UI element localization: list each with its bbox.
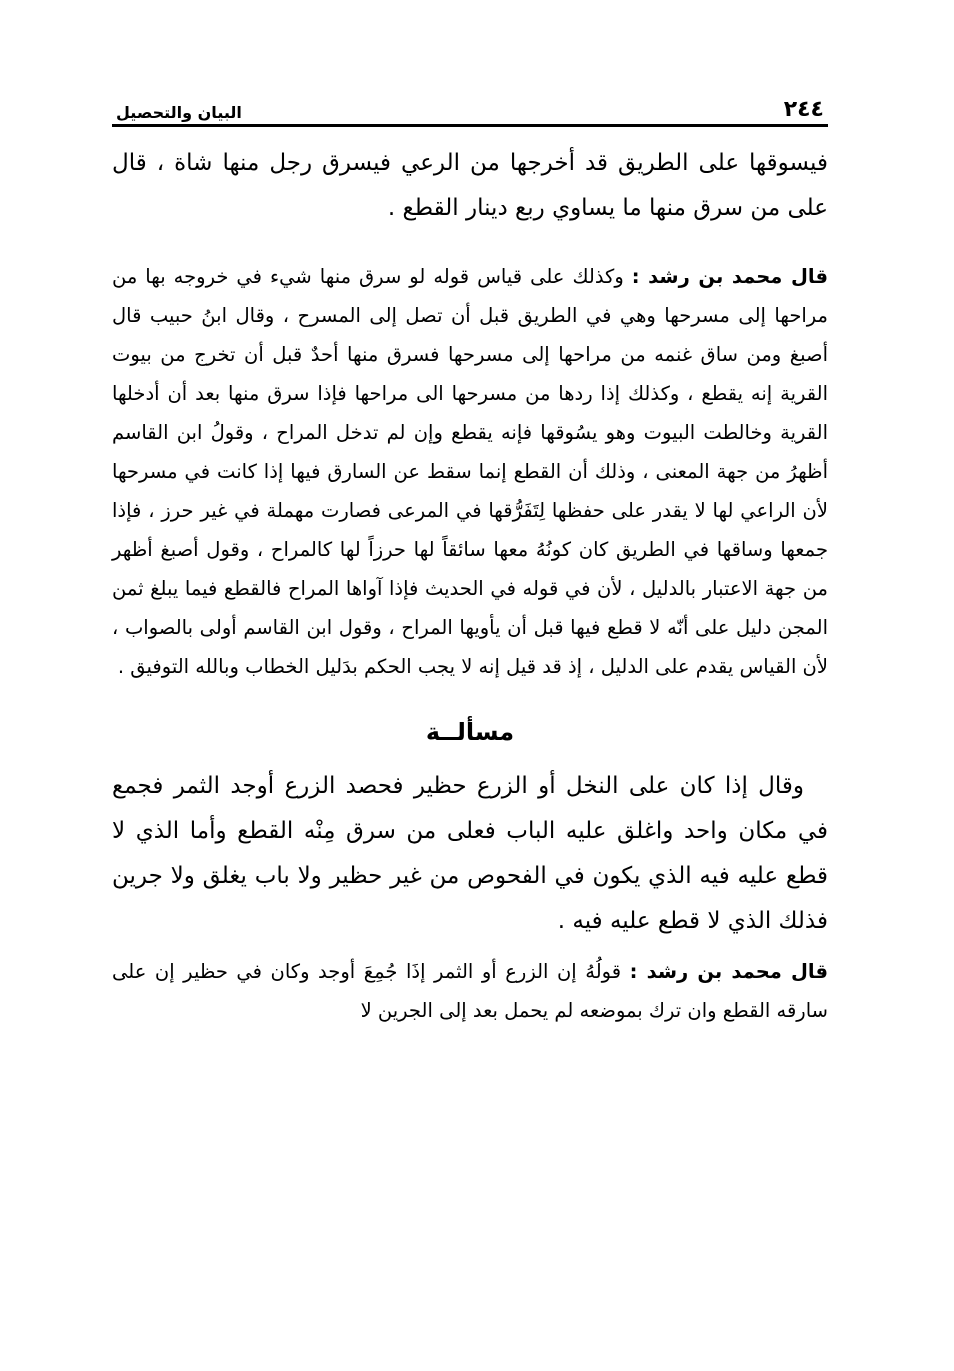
running-header <box>112 82 828 127</box>
paragraph-1: فيسوقها على الطريق قد أخرجها من الرعي فيسرق رجل منها شاة ، قال على من سرق منها ما يساوي ربع دينار القطع . <box>112 150 828 221</box>
section-heading: مسألــة <box>425 718 515 746</box>
page-number: ٢٤٤ <box>783 97 824 122</box>
commentary-lead: قال محمد بن رشد : <box>631 265 828 288</box>
paragraph-3: وقال إذا كان على النخل أو الزرع حظير فحصد الزرع أوجد الثمر فجمع في مكان واحد واغلق عليه الباب فعلى من سرق مِنْه القطع وأما الذي لا قطع عليه فيه الذي يكون في الفحوص من غير حظير ولا باب يغلق ولا جرين فذلك الذي لا قطع عليه فيه . <box>112 773 828 934</box>
commentary-lead-2: قال محمد بن رشد : <box>629 960 828 983</box>
commentary-text-2: قولُهُ إن الزرع أو الثمر إذَا جُمِعَ أوجد وكان في حظير إن على سارقه القطع وان ترك بموضعه لم يحمل بعد إلى الجرين لا <box>112 960 828 1022</box>
book-page <box>112 82 828 1342</box>
paragraph-2 <box>112 257 828 686</box>
paragraph-4 <box>112 952 828 1030</box>
book-title: البيان والتحصيل <box>116 103 242 122</box>
commentary-text: وكذلك على قياس قوله لو سرق منها شيء في خروجه بها من مراحها إلى مسرحها وهي في الطريق قبل أن تصل إلى المسرح ، وقال ابنُ حبيب قال أصبغ ومن ساق غنمه من مراحها إلى مسرحها فسرق منها أحدٌ قبل أن تخرج من بيوت القرية إنه يقطع ، وكذلك إذا ردها من مسرحها الى مراحها فإذا سرق منها بعد أن أدخلها القرية وخالطت البيوت وهو يسُوقها فإنه يقطع وإن لم تدخل المراح ، وقولُ ابن القاسم أظهرُ من جهة المعنى ، وذلك أن القطع إنما سقط عن السارق فيها إذا كانت في مسرحها لأن الراعي لها لا يقدر على حفظها لِتَفَرُّقها في المرعى فصارت مهملة في غير حرز ، فإذا جمعها وساقها في الطريق كان كونُهُ معها سائقاً لها حرزاً لها كالمراح ، وقول أصبغ أظهر من جهة الاعتبار بالدليل ، لأن في قوله في الحديث فإذا آواها المراح فالقطع فيما يبلغ ثمن المجن دليل على أنّه لا قطع فيها قبل أن يأويها المراح ، وقول ابن القاسم أولى بالصواب ، لأن القياس يقدم على الدليل ، إذ قد قيل إنه لا يجب الحكم بدَليل الخطاب وبالله التوفيق . <box>112 265 828 678</box>
